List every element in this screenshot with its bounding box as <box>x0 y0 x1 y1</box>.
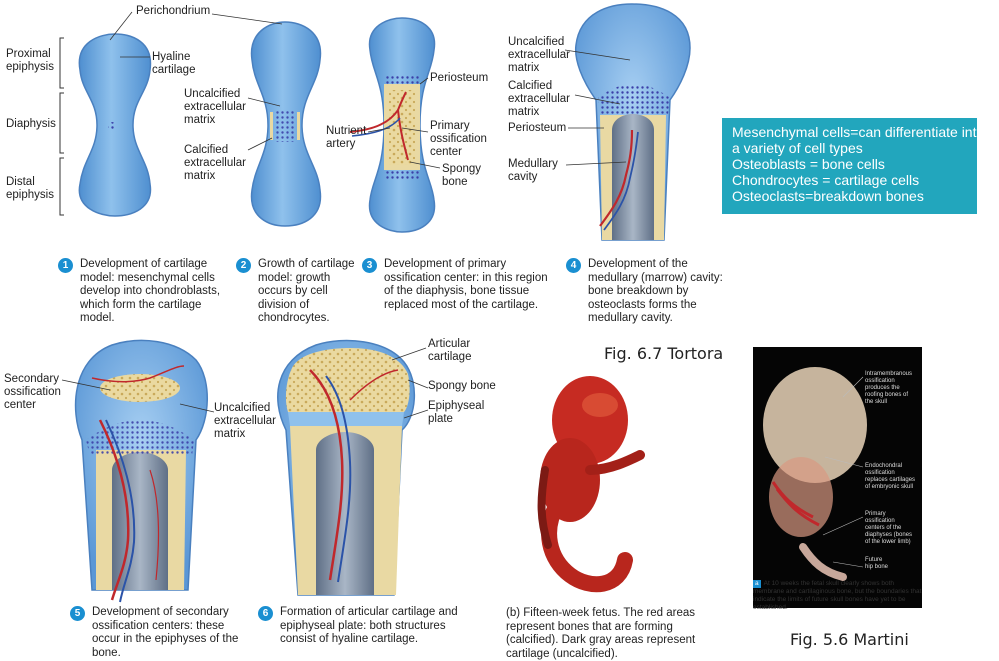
step-caption-3: Development of primary ossification center: in this region of the diaphysis, bone tissue replaced most of the cartilage. <box>384 258 548 311</box>
step-badge-1: 1 <box>58 258 73 273</box>
label-calcified-matrix-4: Calcified extracellular matrix <box>508 80 570 118</box>
label-spongy-bone-6: Spongy bone <box>428 380 496 392</box>
label-spongy-bone-3: Spongy bone <box>442 163 482 188</box>
secondary-ossification-model-5 <box>76 340 208 602</box>
photo-badge: a <box>755 580 759 587</box>
step-badge-5: 5 <box>70 606 85 621</box>
label-uncalcified-matrix-4: Uncalcified extracellular matrix <box>508 36 570 74</box>
definition-line: Osteoblasts = bone cells <box>732 156 885 172</box>
photo-label-endochondral: Endochondral ossification replaces cartilages of embryonic skull <box>865 463 916 490</box>
photo-caption-text: At 10 weeks the fetal skull clearly shows both membrane and cartilaginous bone, but the boundaries that indicate the limits of future skull bones have yet to be established. <box>753 580 922 611</box>
step-caption-6: Formation of articular cartilage and epiphyseal plate: both structures consist of hyaline cartilage. <box>280 606 458 645</box>
step-caption-5: Development of secondary ossification centers: these occur in the epiphyses of the bone. <box>92 606 239 659</box>
label-proximal-epiphysis: Proximal epiphysis <box>6 48 54 73</box>
definition-line: Osteoclasts=breakdown bones <box>732 188 924 204</box>
step-caption-1: Development of cartilage model: mesenchymal cells develop into chondroblasts, which form the cartilage model. <box>80 258 221 324</box>
label-distal-epiphysis: Distal epiphysis <box>6 176 54 201</box>
fetal-skull-photo <box>753 347 922 608</box>
step-caption-2: Growth of cartilage model: growth occurs by cell division of chondrocytes. <box>258 258 355 324</box>
label-perichondrium: Perichondrium <box>136 5 211 17</box>
step-caption-4: Development of the medullary (marrow) cavity: bone breakdown by osteoclasts forms the medullary cavity. <box>588 258 723 324</box>
label-articular-cartilage: Articular cartilage <box>428 338 472 363</box>
medullary-cavity-model-4 <box>576 4 690 240</box>
fetus-illustration <box>540 376 640 584</box>
label-uncalcified-matrix-5: Uncalcified extracellular matrix <box>214 402 276 440</box>
step-badge-6: 6 <box>258 606 273 621</box>
step-badge-3: 3 <box>362 258 377 273</box>
definition-line: Chondrocytes = cartilage cells <box>732 172 920 188</box>
label-nutrient-artery: Nutrient artery <box>326 125 367 150</box>
label-diaphysis: Diaphysis <box>6 118 56 130</box>
label-uncalcified-matrix-2: Uncalcified extracellular matrix <box>184 88 246 126</box>
articular-cartilage-model-6 <box>278 341 415 595</box>
photo-label-primary-centers: Primary ossification centers of the diaphyses (bones of the lower limb) <box>865 511 913 545</box>
definition-line: a variety of cell types <box>732 140 863 156</box>
cartilage-model-1 <box>79 34 150 216</box>
definition-line: Mesenchymal cells=can differentiate into <box>732 124 985 140</box>
cartilage-model-2 <box>252 22 321 226</box>
fetus-caption: (b) Fifteen-week fetus. The red areas represent bones that are forming (calcified). Dark gray areas represent cartilage (uncalcified). <box>506 607 696 660</box>
epiphysis-brackets <box>60 38 64 215</box>
label-calcified-matrix-2: Calcified extracellular matrix <box>184 144 246 182</box>
step-badge-4: 4 <box>566 258 581 273</box>
photo-label-future-hip: Future hip bone <box>865 557 889 570</box>
label-periosteum-4: Periosteum <box>508 122 567 134</box>
figure-ref-tortora: Fig. 6.7 Tortora <box>604 344 724 363</box>
photo-label-intramembranous: Intramembranous ossification produces the roofing bones of the skull <box>865 371 913 405</box>
label-periosteum-3: Periosteum <box>430 72 489 84</box>
label-hyaline-cartilage: Hyaline cartilage <box>152 51 196 76</box>
figure-ref-martini: Fig. 5.6 Martini <box>790 630 909 649</box>
label-primary-ossification-center: Primary ossification center <box>430 120 487 158</box>
step-badge-2: 2 <box>236 258 251 273</box>
label-secondary-ossification-center: Secondary ossification center <box>4 373 61 411</box>
label-medullary-cavity: Medullary cavity <box>508 158 558 183</box>
photo-caption <box>753 580 923 612</box>
definitions-box <box>722 118 985 214</box>
label-epiphyseal-plate: Epiphyseal plate <box>428 400 485 425</box>
